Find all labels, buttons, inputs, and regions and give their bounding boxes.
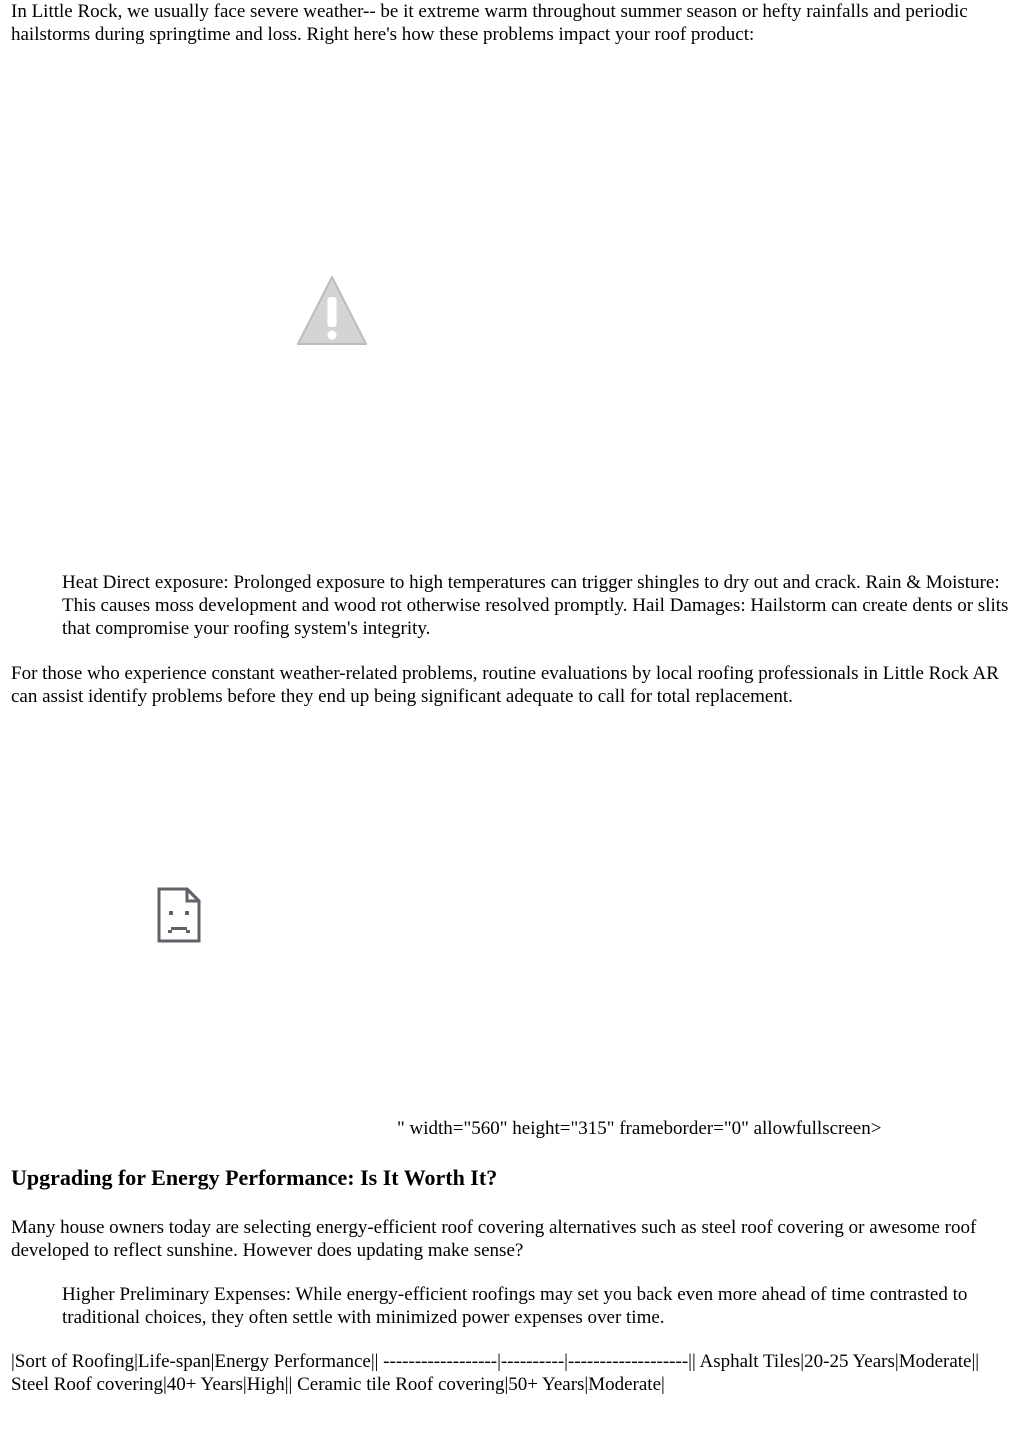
roofing-table-text: |Sort of Roofing|Life-span|Energy Performance|| ------------------|----------|-------------------|| Asphalt Tiles|20-25 Years|Moderate|| Steel Roof covering|40+ Years|High|| Ceramic tile Roof covering|50+ Years|Moderate| [11, 1351, 980, 1395]
iframe-markup-text: " width="560" height="315" frameborder="0" allowfullscreen> [397, 1118, 882, 1139]
section-heading: Upgrading for Energy Performance: Is It Worth It? [11, 1165, 498, 1190]
cost-blockquote: Higher Preliminary Expenses: While energy-efficient roofings may set you back even more ahead of time contrasted to traditional choices, they often settle with minimized power expenses over time. [62, 1284, 968, 1328]
weather-effects-blockquote: Heat Direct exposure: Prolonged exposure to high temperatures can trigger shingles to dry out and crack. Rain & Moisture: This causes moss development and wood rot otherwise resolved promptly. Hail Damages: Hailstorm can create dents or slits that compromise your roofing system's integrity. [62, 572, 1009, 639]
intro-paragraph: In Little Rock, we usually face severe weather-- be it extreme warm throughout summer season or hefty rainfalls and periodic hailstorms during springtime and loss. Right here's how these problems impact your roof product: [11, 1, 968, 45]
broken-image-warning-icon [296, 274, 368, 346]
sad-page-icon [157, 887, 201, 943]
energy-paragraph: Many house owners today are selecting energy-efficient roof covering alternatives such as steel roof covering or awesome roof developed to reflect sunshine. However does updating make sense? [11, 1217, 977, 1261]
inspection-paragraph: For those who experience constant weather-related problems, routine evaluations by local roofing professionals in Little Rock AR can assist identify problems before they end up being significant adequate to call for total replacement. [11, 663, 999, 707]
